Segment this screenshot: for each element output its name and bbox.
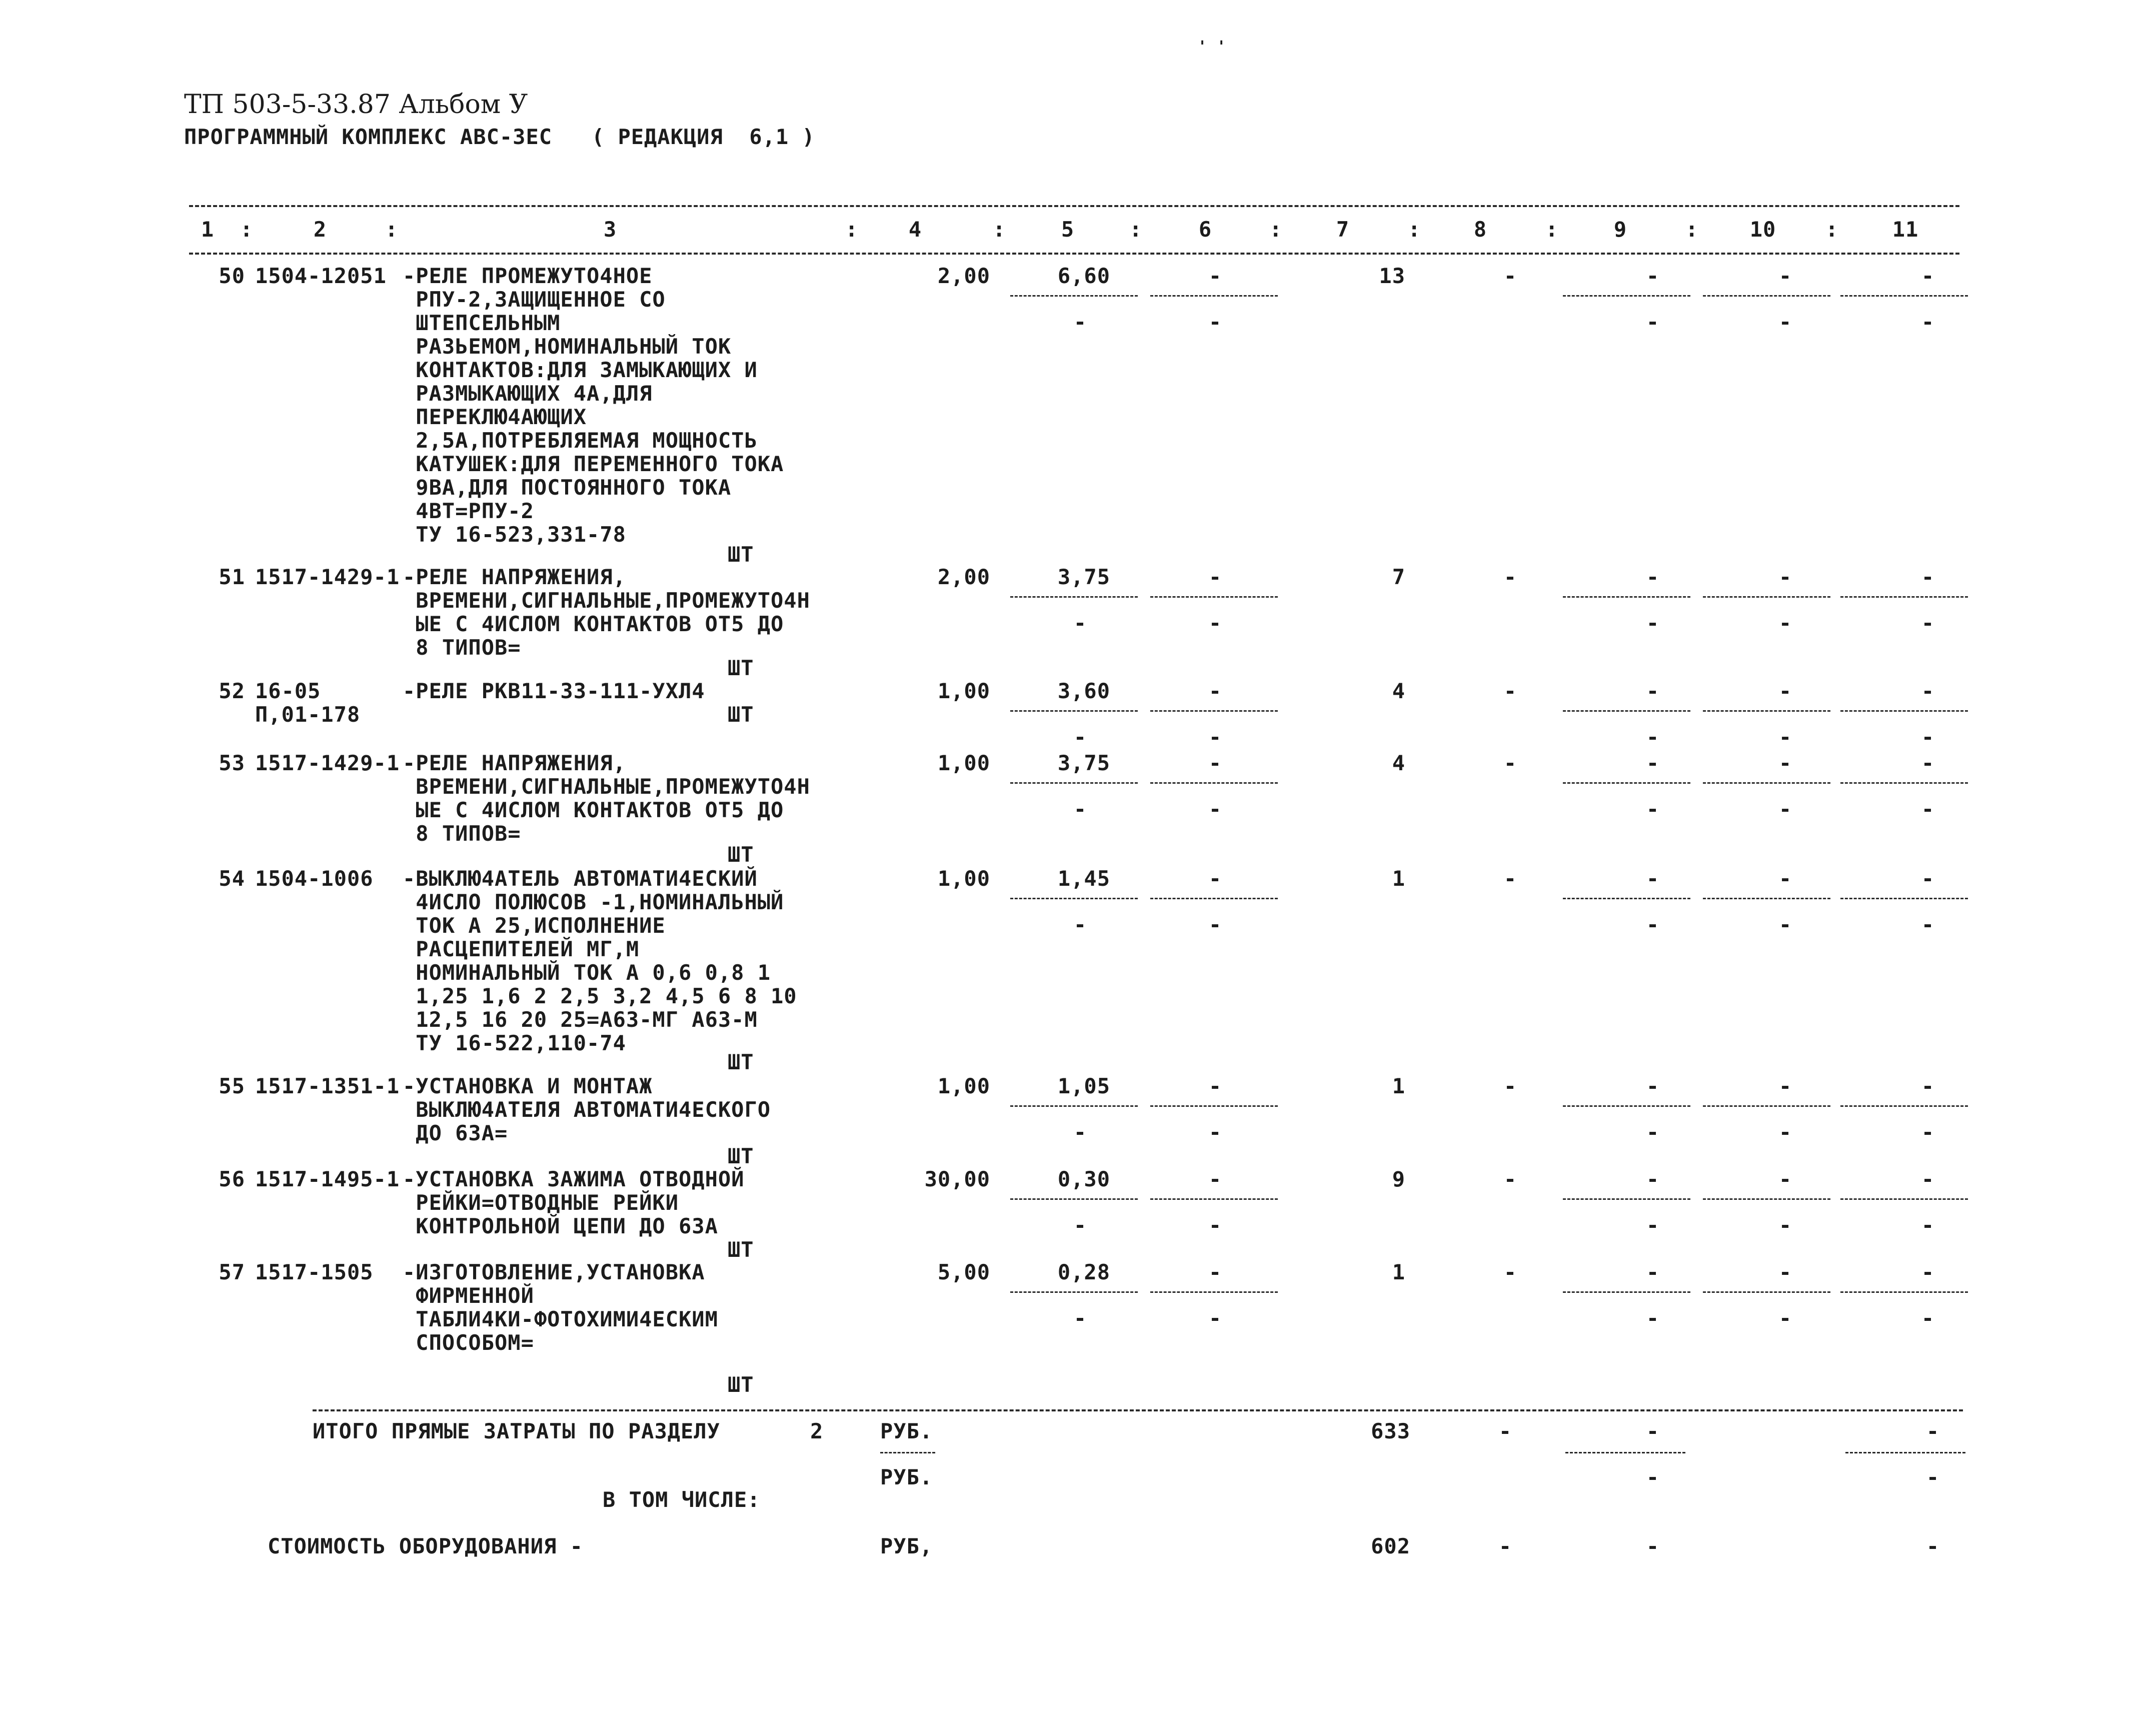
totals-value-col8: - (1498, 1419, 1512, 1443)
row-unit: ШТ (728, 1372, 754, 1397)
row-col5-underline (1010, 782, 1138, 784)
row-quantity: 2,00 (937, 565, 990, 589)
row-unit-price: 3,75 (1057, 751, 1110, 775)
document-title: ТП 503-5-33.87 Альбом У (184, 90, 528, 120)
row-col11-second: - (1921, 611, 1935, 635)
row-col10-underline (1703, 898, 1830, 899)
row-col6: - (1208, 264, 1222, 288)
row-description: -РЕЛЕ НАПРЯЖЕНИЯ, ВРЕМЕНИ,СИГНАЛЬНЫЕ,ПРОМЕЖУТО4Н ЫЕ С 4ИСЛОМ КОНТАКТОВ ОТ5 ДО 8 ТИПОВ= (403, 565, 810, 660)
row-col9-second: - (1646, 797, 1660, 821)
row-col6: - (1208, 679, 1222, 703)
row-col10-underline (1703, 710, 1830, 712)
row-col6-underline (1150, 1105, 1278, 1107)
row-code: 1517-1495-1 (255, 1167, 400, 1191)
row-total: 1 (1392, 1074, 1405, 1098)
row-col8: - (1503, 1260, 1517, 1284)
totals-in-that: В ТОМ ЧИСЛЕ: (603, 1487, 761, 1512)
row-number: 51 (219, 565, 245, 589)
row-number: 50 (219, 264, 245, 288)
row-quantity: 1,00 (937, 751, 990, 775)
row-col5-underline (1010, 1105, 1138, 1107)
row-col9-underline (1563, 596, 1690, 598)
row-col5-underline (1010, 1291, 1138, 1293)
totals-currency-2: РУБ. (880, 1465, 933, 1489)
totals-label: ИТОГО ПРЯМЫЕ ЗАТРАТЫ ПО РАЗДЕЛУ (313, 1419, 720, 1443)
row-col5-underline (1010, 596, 1138, 598)
row-code: 1504-1006 (255, 866, 374, 891)
row-col11-second: - (1921, 725, 1935, 749)
row-col9-second: - (1646, 1213, 1660, 1237)
row-description: -РЕЛЕ НАПРЯЖЕНИЯ, ВРЕМЕНИ,СИГНАЛЬНЫЕ,ПРОМЕЖУТО4Н ЫЕ С 4ИСЛОМ КОНТАКТОВ ОТ5 ДО 8 ТИПОВ= (403, 751, 810, 846)
row-col6: - (1208, 1074, 1222, 1098)
row-col10-second: - (1778, 1120, 1792, 1144)
row-col6-underline (1150, 782, 1278, 784)
row-col10-second: - (1778, 611, 1792, 635)
row-col11: - (1921, 1260, 1935, 1284)
row-col9-underline (1563, 782, 1690, 784)
row-col6-underline (1150, 710, 1278, 712)
row-quantity: 5,00 (937, 1260, 990, 1284)
row-col5-second: - (1073, 310, 1087, 334)
page-mark: ' ' (1198, 38, 1227, 56)
row-col11-second: - (1921, 310, 1935, 334)
row-unit-price: 3,60 (1057, 679, 1110, 703)
column-separator: : (1545, 217, 1559, 242)
totals-col11-underline (1845, 1452, 1965, 1453)
row-col10: - (1778, 866, 1792, 891)
row-col8: - (1503, 1074, 1517, 1098)
row-col8: - (1503, 264, 1517, 288)
row-col10: - (1778, 565, 1792, 589)
row-col8: - (1503, 679, 1517, 703)
row-total: 1 (1392, 866, 1405, 891)
row-col11-underline (1840, 1291, 1968, 1293)
row-unit: ШТ (728, 1144, 754, 1168)
row-col11: - (1921, 751, 1935, 775)
row-col9-underline (1563, 295, 1690, 297)
row-col9: - (1646, 866, 1660, 891)
row-code: 1504-12051 (255, 264, 387, 288)
row-col9-second: - (1646, 310, 1660, 334)
row-col8: - (1503, 751, 1517, 775)
row-col10-underline (1703, 782, 1830, 784)
row-col11-underline (1840, 898, 1968, 899)
row-col9-underline (1563, 1198, 1690, 1200)
column-header-2: 2 (313, 217, 327, 242)
equipment-value-col9: - (1646, 1534, 1660, 1558)
row-unit-price: 6,60 (1057, 264, 1110, 288)
row-col5-second: - (1073, 797, 1087, 821)
header-rule-top (189, 205, 1959, 207)
column-header-7: 7 (1336, 217, 1350, 242)
row-total: 4 (1392, 751, 1405, 775)
row-total: 1 (1392, 1260, 1405, 1284)
row-col9-underline (1563, 1291, 1690, 1293)
row-col10-underline (1703, 295, 1830, 297)
row-col6-second: - (1208, 310, 1222, 334)
column-header-6: 6 (1198, 217, 1212, 242)
row-unit-price: 1,45 (1057, 866, 1110, 891)
row-col9-second: - (1646, 611, 1660, 635)
column-header-1: 1 (201, 217, 215, 242)
row-number: 53 (219, 751, 245, 775)
row-number: 52 (219, 679, 245, 703)
row-quantity: 1,00 (937, 866, 990, 891)
row-quantity: 2,00 (937, 264, 990, 288)
row-col11-second: - (1921, 797, 1935, 821)
row-col6-underline (1150, 1291, 1278, 1293)
row-col11: - (1921, 1074, 1935, 1098)
row-unit: ШТ (728, 702, 754, 727)
row-col11-underline (1840, 710, 1968, 712)
row-col9: - (1646, 679, 1660, 703)
row-col6: - (1208, 751, 1222, 775)
row-unit-price: 0,30 (1057, 1167, 1110, 1191)
row-description: -РЕЛЕ ПРОМЕЖУТО4НОЕ РПУ-2,ЗАЩИЩЕННОЕ СО ШТЕПСЕЛЬНЫМ РАЗЬЕМОМ,НОМИНАЛЬНЫЙ ТОК КОНТАКТОВ:ДЛЯ ЗАМЫКАЮЩИХ И РАЗМЫКАЮЩИХ 4А,ДЛЯ ПЕРЕКЛЮ4АЮЩИХ 2,5А,ПОТРЕБЛЯЕМАЯ МОЩНОСТЬ КАТУШЕК:ДЛЯ ПЕРЕМЕННОГО ТОКА 9ВА,ДЛЯ ПОСТОЯННОГО ТОКА 4ВТ=РПУ-2 ТУ 16-523,331-78 (403, 264, 784, 547)
row-description: -УСТАНОВКА И МОНТАЖ ВЫКЛЮ4АТЕЛЯ АВТОМАТИ4ЕСКОГО ДО 63А= (403, 1074, 771, 1145)
row-col5-second: - (1073, 611, 1087, 635)
row-col11-second: - (1921, 1120, 1935, 1144)
row-col6-second: - (1208, 1213, 1222, 1237)
row-col8: - (1503, 565, 1517, 589)
row-col6: - (1208, 1167, 1222, 1191)
row-col6-second: - (1208, 1120, 1222, 1144)
row-col10-second: - (1778, 912, 1792, 937)
totals-currency-underline (880, 1452, 935, 1453)
row-col5-underline (1010, 898, 1138, 899)
row-col9: - (1646, 751, 1660, 775)
totals-rule (313, 1409, 1963, 1411)
column-separator: : (1129, 217, 1143, 242)
row-col5-second: - (1073, 912, 1087, 937)
totals-col9-underline (1565, 1452, 1685, 1453)
row-quantity: 1,00 (937, 679, 990, 703)
row-col11: - (1921, 264, 1935, 288)
row-code-2: П,01-178 (255, 702, 361, 727)
row-col9: - (1646, 264, 1660, 288)
row-unit-price: 0,28 (1057, 1260, 1110, 1284)
column-separator: : (993, 217, 1006, 242)
row-col6-second: - (1208, 912, 1222, 937)
row-col6-underline (1150, 295, 1278, 297)
column-separator: : (1408, 217, 1421, 242)
row-total: 13 (1379, 264, 1405, 288)
row-col11: - (1921, 1167, 1935, 1191)
row-quantity: 1,00 (937, 1074, 990, 1098)
column-separator: : (1825, 217, 1839, 242)
row-total: 9 (1392, 1167, 1405, 1191)
row-col5-underline (1010, 295, 1138, 297)
row-col6: - (1208, 866, 1222, 891)
totals-value-col9: - (1646, 1419, 1660, 1443)
totals-value-col9-2: - (1646, 1465, 1660, 1489)
row-col5-second: - (1073, 1306, 1087, 1330)
row-col10: - (1778, 1260, 1792, 1284)
row-col9: - (1646, 565, 1660, 589)
row-code: 1517-1505 (255, 1260, 374, 1284)
equipment-value-col7: 602 (1371, 1534, 1410, 1558)
equipment-value-col11: - (1926, 1534, 1940, 1558)
row-col11-underline (1840, 596, 1968, 598)
row-col5-second: - (1073, 1120, 1087, 1144)
row-col6: - (1208, 565, 1222, 589)
totals-currency: РУБ. (880, 1419, 933, 1443)
row-number: 54 (219, 866, 245, 891)
row-col6-underline (1150, 1198, 1278, 1200)
row-col11: - (1921, 565, 1935, 589)
totals-value-col7: 633 (1371, 1419, 1410, 1443)
column-separator: : (1685, 217, 1699, 242)
row-number: 55 (219, 1074, 245, 1098)
column-separator: : (1269, 217, 1283, 242)
row-col5-underline (1010, 1198, 1138, 1200)
column-separator: : (845, 217, 859, 242)
row-description: -РЕЛЕ РКВ11-33-111-УХЛ4 (403, 679, 705, 703)
column-header-9: 9 (1613, 217, 1627, 242)
row-col10-second: - (1778, 310, 1792, 334)
row-col11: - (1921, 679, 1935, 703)
row-col9-underline (1563, 1105, 1690, 1107)
row-col11-second: - (1921, 912, 1935, 937)
row-col10-underline (1703, 1291, 1830, 1293)
row-col5-second: - (1073, 1213, 1087, 1237)
row-col10-second: - (1778, 725, 1792, 749)
column-header-3: 3 (603, 217, 617, 242)
column-separator: : (240, 217, 254, 242)
row-col6-second: - (1208, 797, 1222, 821)
row-description: -УСТАНОВКА ЗАЖИМА ОТВОДНОЙ РЕЙКИ=ОТВОДНЫЕ РЕЙКИ КОНТРОЛЬНОЙ ЦЕПИ ДО 63А (403, 1167, 745, 1238)
row-col10: - (1778, 751, 1792, 775)
row-col8: - (1503, 866, 1517, 891)
row-col9-second: - (1646, 1306, 1660, 1330)
row-col6-second: - (1208, 1306, 1222, 1330)
row-description: -ИЗГОТОВЛЕНИЕ,УСТАНОВКА ФИРМЕННОЙ ТАБЛИ4КИ-ФОТОХИМИ4ЕСКИМ СПОСОБОМ= (403, 1260, 718, 1355)
row-col10-second: - (1778, 797, 1792, 821)
document-subtitle: ПРОГРАММНЫЙ КОМПЛЕКС АВС-3ЕС ( РЕДАКЦИЯ 6,1 ) (184, 125, 815, 149)
row-col10-second: - (1778, 1213, 1792, 1237)
row-col10: - (1778, 1167, 1792, 1191)
header-rule-bottom (189, 253, 1959, 255)
row-total: 4 (1392, 679, 1405, 703)
row-total: 7 (1392, 565, 1405, 589)
row-code: 16-05 (255, 679, 321, 703)
row-unit: ШТ (728, 656, 754, 680)
row-col5-underline (1010, 710, 1138, 712)
row-unit-price: 3,75 (1057, 565, 1110, 589)
row-unit: ШТ (728, 1237, 754, 1262)
column-header-10: 10 (1749, 217, 1776, 242)
row-unit: ШТ (728, 842, 754, 867)
row-col6-second: - (1208, 611, 1222, 635)
column-header-5: 5 (1061, 217, 1075, 242)
row-col10: - (1778, 1074, 1792, 1098)
column-separator: : (385, 217, 399, 242)
row-col11: - (1921, 866, 1935, 891)
row-col10: - (1778, 679, 1792, 703)
row-col9: - (1646, 1074, 1660, 1098)
equipment-label: СТОИМОСТЬ ОБОРУДОВАНИЯ - (268, 1534, 583, 1558)
row-col9-second: - (1646, 912, 1660, 937)
row-col6: - (1208, 1260, 1222, 1284)
row-code: 1517-1351-1 (255, 1074, 400, 1098)
row-col10: - (1778, 264, 1792, 288)
row-col9: - (1646, 1260, 1660, 1284)
row-col9: - (1646, 1167, 1660, 1191)
row-description: -ВЫКЛЮ4АТЕЛЬ АВТОМАТИ4ЕСКИЙ 4ИСЛО ПОЛЮСОВ -1,НОМИНАЛЬНЫЙ ТОК А 25,ИСПОЛНЕНИЕ РАСЦЕПИТЕЛЕЙ МГ,М НОМИНАЛЬНЫЙ ТОК А 0,6 0,8 1 1,25 1,6 2 2,5 3,2 4,5 6 8 10 12,5 16 20 25=А63-МГ А63-М ТУ 16-522,110-74 (403, 866, 797, 1055)
row-number: 57 (219, 1260, 245, 1284)
row-col11-second: - (1921, 1213, 1935, 1237)
row-col6-underline (1150, 596, 1278, 598)
row-col11-underline (1840, 1105, 1968, 1107)
row-col10-second: - (1778, 1306, 1792, 1330)
row-col11-underline (1840, 1198, 1968, 1200)
row-unit: ШТ (728, 1050, 754, 1074)
row-col9-second: - (1646, 725, 1660, 749)
equipment-currency: РУБ, (880, 1534, 933, 1558)
totals-value-col11-2: - (1926, 1465, 1940, 1489)
row-unit-price: 1,05 (1057, 1074, 1110, 1098)
row-col6-underline (1150, 898, 1278, 899)
row-col11-second: - (1921, 1306, 1935, 1330)
row-quantity: 30,00 (924, 1167, 990, 1191)
totals-value-col11: - (1926, 1419, 1940, 1443)
totals-section-number: 2 (810, 1419, 824, 1443)
row-col6-second: - (1208, 725, 1222, 749)
row-col9-second: - (1646, 1120, 1660, 1144)
row-col9-underline (1563, 898, 1690, 899)
row-col11-underline (1840, 782, 1968, 784)
row-col10-underline (1703, 1105, 1830, 1107)
row-col8: - (1503, 1167, 1517, 1191)
row-col5-second: - (1073, 725, 1087, 749)
column-header-8: 8 (1473, 217, 1487, 242)
row-number: 56 (219, 1167, 245, 1191)
row-col10-underline (1703, 1198, 1830, 1200)
row-col11-underline (1840, 295, 1968, 297)
row-code: 1517-1429-1 (255, 565, 400, 589)
row-col10-underline (1703, 596, 1830, 598)
column-header-11: 11 (1892, 217, 1919, 242)
row-code: 1517-1429-1 (255, 751, 400, 775)
row-col9-underline (1563, 710, 1690, 712)
row-unit: ШТ (728, 542, 754, 567)
column-header-4: 4 (908, 217, 922, 242)
equipment-value-col8: - (1498, 1534, 1512, 1558)
